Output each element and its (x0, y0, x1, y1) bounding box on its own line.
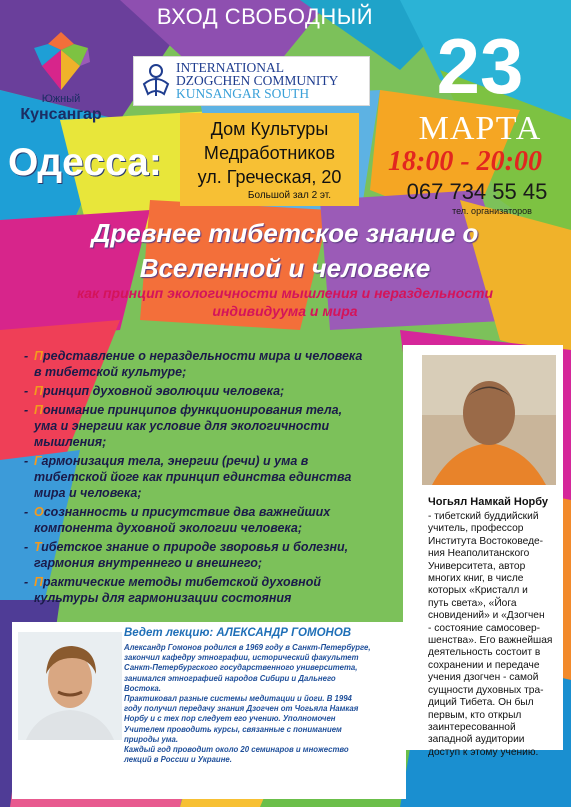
lecturer-bio-line: природы ума. (124, 734, 179, 744)
topic-initial: П (34, 403, 43, 417)
topic-list (12, 346, 432, 608)
event-day: 23 (436, 22, 524, 110)
topic-text: ринцип духовной эволюции человека; (43, 384, 285, 398)
lecturer-heading: Ведет лекцию: АЛЕКСАНДР ГОМОНОВ (124, 627, 352, 639)
topic-line (34, 520, 434, 536)
topic-item (24, 453, 434, 501)
topic-line (34, 418, 434, 434)
topic-text: онимание принципов функционирования тела, (43, 403, 343, 417)
topic-text: ума и энергии как условие для экологичности (34, 419, 330, 433)
lecturer-bio-line: лекций в России и Украине. (124, 755, 232, 765)
bullet-dash: - (24, 505, 29, 519)
topic-line (34, 469, 434, 485)
topic-text: мышления; (34, 435, 107, 449)
event-city: Одесса: (8, 141, 162, 184)
org-name-line1: INTERNATIONAL (176, 60, 284, 75)
venue-line1: Дом Культуры (210, 119, 329, 139)
lecturer-bio-line: Санкт-Петербургского государственного университета, (124, 663, 358, 673)
topic-line (34, 539, 434, 555)
topic-text: тибетской йоге как принцип единства единства (34, 470, 352, 484)
dzogchen-community-logo (133, 56, 370, 106)
kunsangar-logo-text (18, 92, 104, 122)
org-name-line2: DZOGCHEN COMMUNITY (176, 73, 339, 88)
bullet-dash: - (24, 403, 29, 417)
topic-text: армонизация тела, энергии (речи) и ума в (41, 454, 309, 468)
topic-text: редставление о нераздельности мира и человека (43, 349, 363, 363)
bullet-dash: - (24, 540, 29, 554)
topic-initial: Т (34, 540, 42, 554)
bullet-dash: - (24, 384, 29, 398)
topic-item (24, 348, 434, 380)
topic-line (34, 485, 434, 501)
lecturer-bio-line: Александр Гомонов родился в 1969 году в Санкт-Петербурге, (124, 643, 371, 652)
contact-phone: 067 734 55 45 (406, 179, 548, 204)
venue-box (180, 113, 359, 206)
logo-text-line1: Южный (41, 93, 81, 105)
topic-line (34, 574, 434, 590)
teacher-photo (422, 355, 556, 485)
subtitle-line1: как принцип экологичности мышления и нераздельности (76, 285, 494, 301)
event-time: 18:00 - 20:00 (388, 146, 542, 177)
topic-line (34, 590, 434, 606)
topic-text: ибетское знание о природе зворовья и болезни, (41, 540, 349, 554)
topic-text: в тибетской культуре; (34, 365, 187, 379)
lecturer-photo (18, 632, 122, 740)
topic-item (24, 383, 434, 399)
topic-initial: П (34, 349, 43, 363)
topic-item (24, 504, 434, 536)
teacher-name: Чогьял Намкай Норбу (428, 496, 549, 508)
bullet-dash: - (24, 575, 29, 589)
topic-line (34, 504, 434, 520)
topic-line (34, 383, 434, 399)
topic-line (34, 434, 434, 450)
lecturer-bio-line: году получил передачу знания Дзогчен от Чогьяла Намкая (124, 704, 359, 714)
topic-text: гармония внутреннего и внешнего; (34, 556, 263, 570)
title-line2: Вселенной и человеке (139, 253, 431, 283)
free-entry-heading: ВХОД СВОБОДНЫЙ (156, 4, 374, 29)
topic-item (24, 574, 434, 606)
topic-text: сознанность и присутствие два важнейших (43, 505, 331, 519)
topic-line (34, 555, 434, 571)
topic-line (34, 348, 434, 364)
subtitle-line2: индивидуума и мира (212, 303, 358, 319)
dzogchen-community-emblem-icon (140, 62, 172, 98)
topic-item (24, 402, 434, 450)
venue-line3: ул. Греческая, 20 (197, 167, 342, 187)
contact-phone-note: тел. организаторов (452, 206, 532, 216)
lecturer-bio-line: Востока. (124, 683, 161, 693)
lecturer-bio-line: занимался этнографией народов Сибири и Дальнего (124, 673, 336, 683)
topic-line (34, 364, 434, 380)
org-name-line3: KUNSANGAR SOUTH (176, 86, 310, 101)
topic-text: культуры для гармонизации состояния (34, 591, 292, 605)
lecturer-bio-line: Норбу и с тех пор следует его учению. Уполномочен (124, 714, 336, 724)
topic-line (34, 453, 434, 469)
lecturer-bio (124, 643, 404, 765)
lecturer-bio-line: Учителем проводить курсы, связанные с пониманием (124, 724, 342, 734)
bullet-dash: - (24, 349, 29, 363)
topic-item (24, 539, 434, 571)
org-name (176, 61, 338, 100)
topic-line (34, 402, 434, 418)
teacher-bio: - тибетский буддийский учитель, профессор Института Востоковеде- ния Неаполитанского Университета, автор многих книг, в числе которых «Кристалл и путь света», «Йога сновидений» и «Дзогчен - состояние самосовер- шенства». Его важнейшая деятельность состоит в сохранении и передаче учения дзогчен - самой сущности духовных тра- диций Тибета. Он был первым, кто открыл заинтересованной западной аудитории доступ к этому учению. (428, 511, 553, 758)
topic-initial: О (34, 505, 44, 519)
event-month: МАРТА (418, 110, 542, 147)
title-line1: Древнее тибетское знание о (91, 218, 479, 248)
lecturer-bio-line: Практиковал разные системы медитации и йоги. В 1994 (124, 694, 352, 704)
topic-initial: Г (34, 454, 42, 468)
topic-text: рактические методы тибетской духовной (43, 575, 321, 589)
topic-initial: П (34, 384, 43, 398)
bullet-dash: - (24, 454, 29, 468)
topic-initial: П (34, 575, 43, 589)
lecturer-bio-line: Каждый год проводит около 20 семинаров и множество (124, 745, 349, 755)
venue-note: Большой зал 2 эт. (247, 190, 332, 201)
topic-text: компонента духовной экологии человека; (34, 521, 302, 535)
lecturer-bio-line: закончил кафедру этнографии, исторический факультет (124, 653, 359, 663)
topic-text: мира и человека; (34, 486, 142, 500)
kunsangar-logo-icon (30, 28, 92, 94)
venue-line2: Медработников (203, 143, 336, 163)
logo-text-line2: Кунсангар (20, 106, 102, 123)
